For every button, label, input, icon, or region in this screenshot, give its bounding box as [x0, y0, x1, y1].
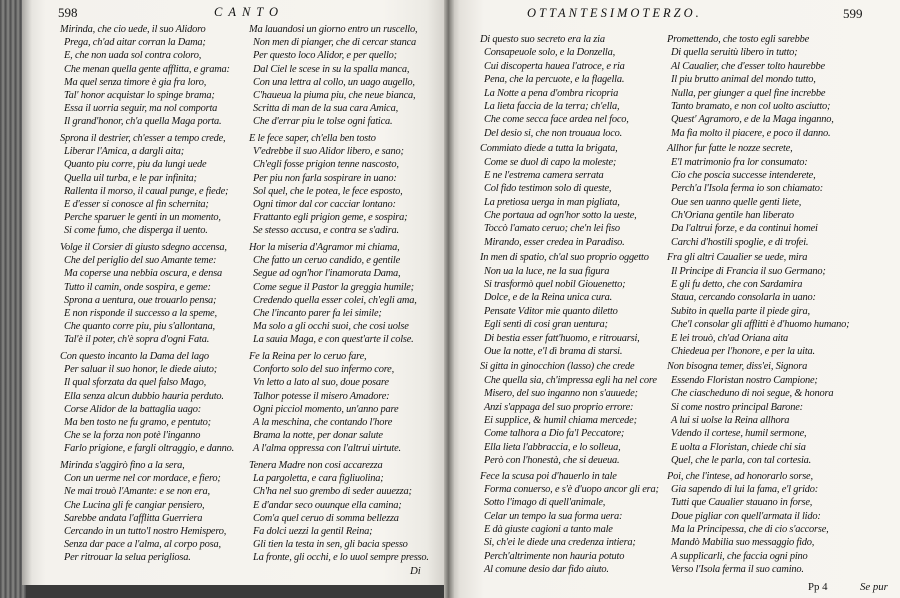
stanza [249, 241, 443, 347]
stanza [480, 142, 664, 249]
verse-line: Tutti que Caualier stauano in forse, [671, 497, 813, 509]
verse-line: Farlo prigione, e fargli oltraggio, e danno. [64, 443, 235, 455]
stanza [60, 241, 246, 347]
verse-line: Ogni picciol momento, un'anno pare [253, 403, 399, 415]
verse-line: Chiedeua per l'honore, e per la uita. [671, 345, 815, 357]
verse-line: Non men di pianger, che di cercar stanca [253, 37, 417, 49]
verse-line: Dal Ciel le scese in su la spalla manca, [253, 63, 410, 75]
verse-line: La fronte, gli occhi, e lo uuol sempre presso. [253, 552, 429, 564]
verse-line: Fa dolci uezzi la gentil Reina; [253, 525, 373, 537]
stanza [60, 23, 246, 129]
verse-line: Fe la Reina per lo ceruo fare, [249, 351, 367, 362]
running-head: OTTANTESIMOTERZO. [527, 6, 702, 20]
verse-line: Talhor potesse il misero Amadore: [253, 390, 390, 402]
text-column [249, 23, 443, 568]
verse-line: E uolta a Floristan, chiede chi sia [671, 441, 806, 453]
verse-line: Di quella seruitù libero in tutto; [671, 47, 798, 59]
verse-line: Perche sparuer le genti in un momento, [64, 212, 221, 224]
verse-line: Di bestia esser fatt'huomo, e ritrouarsi, [484, 332, 640, 344]
catchword: Di [410, 565, 421, 577]
verse-line: Dolce, e de la Reina unica cura. [484, 292, 613, 304]
verse-line: E'l matrimonio fra lor consumato: [671, 156, 808, 168]
verse-line: Per piu non farla sospirare in uano: [253, 172, 397, 184]
signature-mark: Pp 4 [808, 581, 828, 593]
verse-line: E ne l'estrema camera serrata [484, 169, 604, 181]
verse-line: Per saluar il suo honor, le diede aiuto; [64, 364, 218, 376]
stanza [667, 470, 887, 577]
verse-line: Si, ch'ei le diede una credenza intiera; [484, 537, 636, 549]
verse-line: Fece la scusa poi d'hauerlo in tale [480, 470, 617, 482]
verse-line: Al Caualier, che d'esser tolto haurebbe [671, 60, 825, 72]
verse-line: Però con l'honestà, che si deueua. [484, 455, 620, 467]
verse-line: Come se duol di capo la moleste; [484, 156, 617, 168]
catchword: Se pur [860, 581, 888, 593]
verse-line: Consapeuole solo, e la Donzella, [484, 47, 615, 59]
verse-line: Che come secca face ardea nel foco, [484, 114, 629, 126]
verse-line: La Notte a pena d'ombra ricopria [484, 87, 619, 99]
verse-line: Ma ben tosto ne fu gramo, e pentuto; [64, 416, 211, 428]
verse-line: La pretiosa uerga in man pigliata, [484, 196, 620, 208]
verse-line: Si gitta in ginocchion (lasso) che crede [480, 361, 635, 373]
verse-line: Col fido testimon solo di queste, [484, 183, 612, 195]
verse-line: Che d'errar piu le tolse ogni fatica. [253, 116, 393, 128]
text-column [60, 23, 246, 568]
verse-line: Che'l consolar gli afflitti è d'huomo humano; [671, 319, 850, 331]
verse-line: Ch'ha nel suo grembo di seder auuezza; [253, 486, 412, 498]
verse-line: Prega, ch'ad aitar corran la Dama; [64, 37, 206, 49]
stanza [60, 132, 246, 238]
verse-line: Segue ad ogn'hor l'inamorata Dama, [253, 268, 401, 280]
verse-line: Gli tien la testa in sen, gli bacia spesso [253, 539, 408, 551]
verse-line: Sprona il destrier, ch'esser a tempo crede, [60, 133, 226, 144]
verse-line: Tutto il camin, onde sospira, e geme: [64, 281, 211, 293]
verse-line: Che l'incanto parer fa lei simile; [253, 307, 382, 319]
verse-line: Quella uil turba, e le par infinita; [64, 172, 197, 184]
stanza [667, 33, 887, 140]
verse-line: Doue pigliar con quell'armata il lido: [671, 510, 821, 522]
verse-line: Con una lettra al collo, un uago augello, [253, 76, 415, 88]
verse-line: Staua, cercando consolarla in uano: [671, 292, 816, 304]
verse-line: Che quanto corre piu, piu s'allontana, [64, 321, 215, 333]
verse-line: Sarebbe andata l'afflitta Guerriera [64, 512, 203, 524]
verse-line: Mirando, esser credea in Paradiso. [484, 236, 625, 248]
stanza [249, 350, 443, 456]
verse-line: Cio che poscia successe intenderete, [671, 169, 816, 181]
verse-line: La pargoletta, e cara figliuolina; [253, 473, 384, 485]
stanza [667, 360, 887, 467]
verse-line: Brama la notte, per donar salute [253, 430, 383, 442]
verse-line: Si come fumo, che disperga il uento. [64, 225, 208, 237]
verse-line: Perch'a l'Isola ferma io son chiamato: [671, 183, 824, 195]
verse-line: Che del periglio del suo Amante teme: [64, 255, 217, 267]
verse-line: Volge il Corsier di giusto sdegno accensa, [60, 242, 227, 253]
verse-line: Al comune desio dar fido aiuto. [484, 564, 609, 576]
verse-line: Quanto piu corre, piu da lungi uede [64, 159, 207, 171]
verse-line: Vdendo il cortese, humil sermone, [671, 428, 807, 440]
verse-line: Essa il uorria seguir, ma nol comporta [64, 103, 218, 115]
verse-line: Essendo Floristan nostro Campione; [671, 374, 818, 386]
verse-line: Da l'altrui forze, e da continui homei [671, 223, 818, 235]
verse-line: E d'esser si conosce al fin schernita; [64, 198, 209, 210]
verse-line: Che fatto un ceruo candido, e gentile [253, 255, 400, 267]
stanza [480, 33, 664, 140]
verse-line: Rallenta il morso, il caual punge, e fiede; [64, 185, 229, 197]
verse-line: Fra gli altri Caualier se uede, mira [667, 252, 808, 264]
verse-line: Ma fia molto il piacere, e poco il danno. [671, 127, 831, 139]
verse-line: Si come nostro principal Barone: [671, 401, 803, 413]
verse-line: Non bisogna temer, diss'ei, Signora [667, 361, 808, 373]
verse-line: Per questo loco Alidor, e per quello; [253, 50, 397, 62]
verse-line: Senza dar pace a l'alma, al corpo posa, [64, 539, 221, 551]
verse-line: Come talhora a Dio fa'l Peccatore; [484, 428, 625, 440]
verse-line: Verso l'Isola ferma il suo camino. [671, 564, 804, 576]
verse-line: Tanto bramato, e non col uolto asciutto; [671, 100, 831, 112]
verse-line: Ma lauandosi un giorno entro un ruscello, [249, 24, 418, 35]
verse-line: Cercando in un tutto'l nostro Hemispero, [64, 525, 227, 537]
verse-line: A la meschina, che contando l'hore [253, 416, 393, 428]
verse-line: Allhor fur fatte le nozze secrete, [667, 143, 793, 155]
verse-line: Commiato diede a tutta la brigata, [480, 143, 618, 155]
verse-line: A lui si uolse la Reina allhora [671, 414, 790, 426]
verse-line: Tal'è il poter, ch'è sopra d'ogni Fata. [64, 334, 210, 346]
verse-line: Scritta di man de la sua cara Amica, [253, 103, 398, 115]
verse-line: Corse Alidor de la battaglia uago: [64, 403, 202, 415]
verse-line: E d'andar seco ouunque ella camina; [253, 499, 402, 511]
verse-line: E dà giuste cagioni a tanto male [484, 524, 613, 536]
verse-line: La sauia Maga, e con quest'arte il colse. [253, 334, 414, 346]
verse-line: A l'alma oppressa con l'altrui uirtute. [253, 443, 401, 455]
verse-line: Il grand'honor, ch'a quella Maga porta. [64, 116, 222, 128]
verse-line: Sotto l'imago di quell'animale, [484, 497, 606, 509]
verse-line: Ella senza alcun dubbio hauria perduto. [64, 390, 224, 402]
verse-line: Cui discoperta hauea l'atroce, e ria [484, 60, 625, 72]
page-number: 598 [58, 5, 78, 20]
verse-line: E, che non uada sol contra coloro, [64, 50, 202, 62]
verse-line: Gia sapendo di lui la fama, e'l grido: [671, 483, 819, 495]
verse-line: Che se la forza non potè l'inganno [64, 430, 201, 442]
verse-line: Del desio si, che non trouaua loco. [484, 127, 623, 139]
verse-line: Ei supplice, & humil chiama mercede; [484, 414, 637, 426]
verse-line: Si trasformò quel nobil Giouenetto; [484, 279, 626, 291]
verse-line: Nulla, per giunger a quel fine increbbe [671, 87, 826, 99]
verse-line: Toccò l'amato ceruo; che'n lei fiso [484, 223, 620, 235]
verse-line: Che quella sia, ch'impressa egli ha nel core [484, 374, 657, 386]
verse-line: Perch'altrimente non hauria potuto [484, 550, 625, 562]
verse-line: Liberar l'Amica, a dargli aita; [64, 146, 185, 158]
verse-line: E le fece saper, ch'ella ben tosto [249, 133, 376, 144]
verse-line: Ogni timor dal cor cacciar lontano: [253, 198, 396, 210]
stanza [480, 470, 664, 577]
text-column [480, 33, 664, 579]
verse-line: Egli sentì di cosi gran uentura; [484, 319, 608, 331]
verse-line: Il piu brutto animal del mondo tutto, [671, 74, 816, 86]
verse-line: Non ua la luce, ne la sua figura [484, 265, 610, 277]
verse-line: In men di spatio, ch'al suo proprio oggetto [480, 252, 649, 264]
text-column [667, 33, 887, 579]
gutter-shadow [444, 0, 454, 598]
verse-line: Promettendo, che tosto egli sarebbe [667, 34, 809, 45]
verse-line: C'haueua la piuma piu, che neue bianca, [253, 89, 416, 101]
stanza [60, 459, 246, 565]
verse-line: Ma quel senza timore è gia fra loro, [64, 76, 207, 88]
verse-line: Ma coperse una nebbia oscura, e densa [64, 268, 222, 280]
stanza [249, 132, 443, 238]
verse-line: E lei trouò, ch'ad Oriana aita [671, 332, 789, 344]
verse-line: Tenera Madre non cosi accarezza [249, 460, 383, 471]
verse-line: Ella lieta l'abbraccia, e lo solleua, [484, 441, 621, 453]
verse-line: E non risponde il successo a la speme, [64, 307, 217, 319]
verse-line: Oue la notte, e'l dì brama di starsi. [484, 345, 623, 357]
verse-line: Pensate Vditor mie quanto diletto [484, 305, 618, 317]
verse-line: Mirinda, che cio uede, il suo Alidoro [60, 24, 206, 35]
verse-line: Che ciascheduno di noi segue, & honora [671, 388, 834, 400]
verse-line: Ch'egli fosse prigion tenne nascosto, [253, 159, 399, 171]
verse-line: Credendo quella esser colei, ch'egli ama, [253, 294, 417, 306]
verse-line: Quel, che le parla, con tal cortesia. [671, 455, 812, 467]
verse-line: E gli fu detto, che con Sardamira [671, 279, 803, 291]
verse-line: Frattanto egli prigion geme, e sospira; [253, 212, 408, 224]
verse-line: Sol quel, che le potea, le fece esposto, [253, 185, 403, 197]
verse-line: Pena, che la percuote, e la flagella. [484, 74, 625, 86]
verse-line: Mirinda s'aggirò fino a la sera, [60, 460, 185, 471]
verse-line: Hor la miseria d'Agramor mi chiama, [249, 242, 400, 253]
verse-line: Che menan quella gente afflitta, e grama: [64, 63, 230, 75]
verse-line: Vn letto a lato al suo, doue posare [253, 377, 389, 389]
verse-line: Misero, del suo inganno non s'auuede; [484, 388, 638, 400]
verse-line: Conforto solo del suo infermo core, [253, 364, 394, 376]
stanza [249, 459, 443, 565]
verse-line: Tal' honor acquistar lo spinge brama; [64, 89, 215, 101]
stanza [480, 360, 664, 467]
running-head: CANTO [214, 5, 285, 19]
verse-line: Mandò Mabilia suo messaggio fido, [671, 537, 815, 549]
verse-line: Di questo suo secreto era la zia [480, 34, 605, 45]
verse-line: Ne mai trouò l'Amante: e se non era, [64, 486, 210, 498]
verse-line: Quest' Agramoro, e de la Maga inganno, [671, 114, 834, 126]
verse-line: Se stesso accusa, e contra se s'adira. [253, 225, 399, 237]
stanza [480, 251, 664, 358]
verse-line: A supplicarli, che faccia ogni pino [671, 550, 808, 562]
verse-line: Celar un tempo la sua forma uera: [484, 510, 623, 522]
verse-line: Subito in quella parte il piede gira, [671, 305, 810, 317]
verse-line: Forma conuerso, e s'è d'uopo ancor gli era; [484, 483, 659, 495]
verse-line: Il qual sforzata da quel falso Mago, [64, 377, 207, 389]
stanza [60, 350, 246, 456]
verse-line: Come segue il Pastor la greggia humile; [253, 281, 414, 293]
stanza [249, 23, 443, 129]
verse-line: Che portaua ad ogn'hor sotto la ueste, [484, 210, 637, 222]
stanza [667, 142, 887, 249]
verse-line: Il Principe di Francia il suo Germano; [671, 265, 826, 277]
verse-line: Poi, che l'intese, ad honorarlo sorse, [667, 470, 813, 482]
verse-line: Com'a quel ceruo di somma bellezza [253, 512, 399, 524]
stanza [667, 251, 887, 358]
page-number: 599 [843, 6, 863, 21]
verse-line: Con un uerme nel cor mordace, e fiero; [64, 473, 221, 485]
verse-line: Oue sen uanno quelle genti liete, [671, 196, 802, 208]
verse-line: Ma la Principessa, che di cio s'accorse, [671, 524, 829, 536]
verse-line: Sprona a uentura, oue trouarlo pensa; [64, 294, 217, 306]
verse-line: Anzi s'appaga del suo proprio errore: [484, 401, 634, 413]
verse-line: Che Lucina gli fe cangiar pensiero, [64, 499, 205, 511]
verse-line: V'edrebbe il suo Alidor libero, e sano; [253, 146, 404, 158]
verse-line: La lieta faccia de la terra; ch'ella, [484, 100, 620, 112]
verse-line: Carchi d'hostili spoglie, e di trofei. [671, 236, 809, 248]
verse-line: Per ritrouar la selua perigliosa. [64, 552, 191, 564]
verse-line: Con questo incanto la Dama del lago [60, 351, 209, 362]
verse-line: Ma solo a gli occhi suoi, che cosi uolse [253, 321, 409, 333]
verse-line: Ch'Oriana gentile han liberato [671, 210, 794, 222]
